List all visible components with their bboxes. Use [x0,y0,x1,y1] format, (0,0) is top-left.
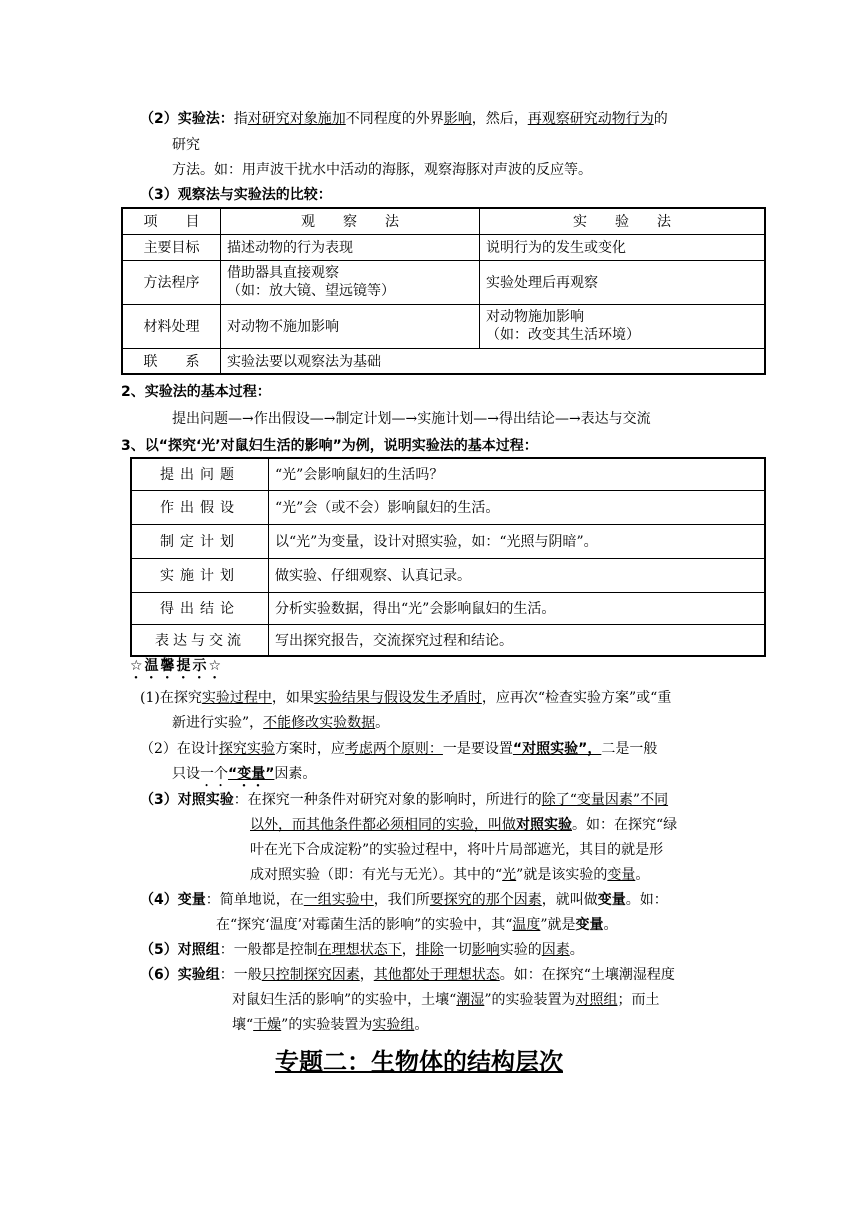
table-cell: “光”会（或不会）影响鼠妇的生活。 [269,490,766,524]
table-header: 项 目 [122,208,221,234]
table-cell: 材料处理 [122,304,221,348]
table-cell: 分析实验数据，得出“光”会影响鼠妇的生活。 [269,592,766,624]
tip-6-line1: （6）实验组：一般只控制探究因素，其他都处于理想状态。如：在探究“土壤潮湿程度 [140,967,675,983]
table-cell: 对动物不施加影响 [221,304,480,348]
process-step: 表达与交流 [580,411,651,427]
table-cell: 实验处理后再观察 [480,260,766,304]
table-cell: 借助器具直接观察 （如：放大镜、望远镜等） [221,260,480,304]
tip-4-line1: （4）变量：简单地说，在一组实验中，我们所要探究的那个因素，就叫做变量。如： [140,892,668,908]
process-flow [172,408,651,428]
table-cell: 制定计划 [131,524,269,558]
table-cell: 得出结论 [131,592,269,624]
table-cell: 主要目标 [122,234,221,260]
comparison-table [121,207,766,375]
arrow-icon: —→ [391,411,418,427]
tip-6-line2: 对鼠妇生活的影响”的实验中，土壤“潮湿”的实验装置为对照组；而土 [232,992,660,1008]
table-cell: 描述动物的行为表现 [221,234,480,260]
table-cell: 提出问题 [131,458,269,490]
experiment-method-line3: 方法。如：用声波干扰水中活动的海豚，观察海豚对声波的反应等。 [172,162,592,178]
tips-heading: ☆温馨提示☆ [130,658,224,674]
table-cell: 作出假设 [131,490,269,524]
example-heading: 3、以“探究‘光’对鼠妇生活的影响”为例，说明实验法的基本过程： [121,438,538,454]
tip-2-line2: 只设一个“变量”因素。 [172,766,317,782]
table-cell: 以“光”为变量，设计对照实验，如：“光照与阴暗”。 [269,524,766,558]
table-cell: 写出探究报告，交流探究过程和结论。 [269,624,766,656]
table-header: 实 验 法 [480,208,766,234]
experiment-method-label: （2）实验法： [140,111,234,127]
tip-3-line2: 以外，而其他条件都必须相同的实验，叫做对照实验。如：在探究“绿 [250,817,678,833]
tip-2-line1: （2）在设计探究实验方案时，应考虑两个原则：一是要设置“对照实验”，二是一般 [140,741,658,757]
arrow-icon: —→ [309,411,336,427]
tip-1-line1: (1)在探究实验过程中，如果实验结果与假设发生矛盾时，应再次“检查实验方案”或“重 [140,690,672,706]
tip-6-line3: 壤“干燥”的实验装置为实验组。 [232,1017,429,1033]
process-step: 提出问题 [172,411,228,427]
table-cell: 实验法要以观察法为基础 [221,348,766,374]
process-heading: 2、实验法的基本过程： [121,384,271,400]
tip-5: （5）对照组：一般都是控制在理想状态下，排除一切影响实验的因素。 [140,942,584,958]
tip-3-line1: （3）对照实验：在探究一种条件对研究对象的影响时，所进行的除了“变量因素”不同 [140,792,669,808]
table-cell: 表达与交流 [131,624,269,656]
table-header: 观 察 法 [221,208,480,234]
tip-1-line2: 新进行实验”，不能修改实验数据。 [172,715,390,731]
arrow-icon: —→ [554,411,581,427]
arrow-icon: —→ [228,411,254,427]
table-cell: 方法程序 [122,260,221,304]
tip-3-line4: 成对照实验（即：有光与无光）。其中的“光”就是该实验的变量。 [250,867,650,883]
arrow-icon: —→ [473,411,499,427]
table-cell: 联 系 [122,348,221,374]
table-cell: 实施计划 [131,558,269,592]
table-cell: 说明行为的发生或变化 [480,234,766,260]
table-cell: 对动物施加影响 （如：改变其生活环境） [480,304,766,348]
experiment-method-line1: （2）实验法：指对研究对象施加不同程度的外界影响，然后，再观察研究动物行为的 [140,111,668,127]
process-step: 作出假设 [253,411,310,427]
comparison-heading: （3）观察法与实验法的比较： [140,187,332,203]
topic-title: 专题二：生物体的结构层次 [275,1048,563,1076]
table-cell: “光”会影响鼠妇的生活吗？ [269,458,766,490]
tip-3-line3: 叶在光下合成淀粉”的实验过程中，将叶片局部遮光，其目的就是形 [250,842,664,858]
table-cell: 做实验、仔细观察、认真记录。 [269,558,766,592]
process-step: 制定计划 [335,411,392,427]
tip-4-line2: 在“探究‘温度’对霉菌生活的影响”的实验中，其“温度”就是变量。 [216,917,618,933]
example-table [130,457,766,657]
process-step: 得出结论 [498,411,555,427]
process-step: 实施计划 [417,411,474,427]
experiment-method-line2: 研究 [172,137,200,153]
